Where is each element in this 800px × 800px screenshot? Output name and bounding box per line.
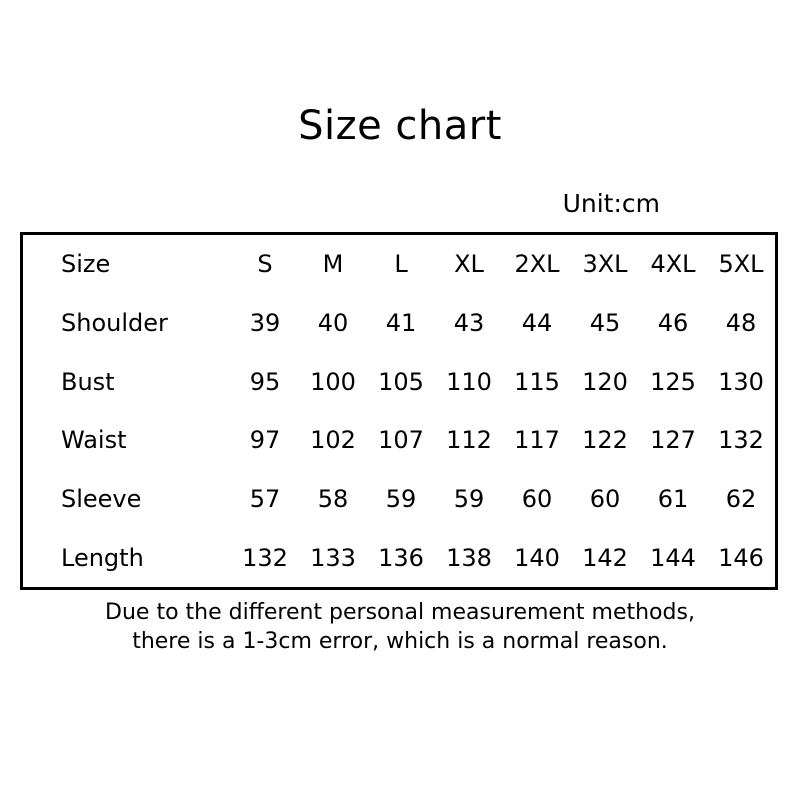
cell-bust-l: 105 xyxy=(378,367,424,396)
cell-waist-3xl: 122 xyxy=(582,426,628,455)
size-chart-table xyxy=(23,235,775,587)
cell-shoulder-5xl: 48 xyxy=(725,308,757,337)
cell-waist-s: 97 xyxy=(249,426,281,455)
cell-waist-2xl: 117 xyxy=(514,426,560,455)
cell-waist-5xl: 132 xyxy=(718,426,764,455)
cell-length-5xl: 146 xyxy=(718,543,764,572)
measurement-disclaimer xyxy=(0,598,800,656)
row-label-sleeve: Sleeve xyxy=(61,484,142,513)
cell-bust-2xl: 115 xyxy=(514,367,560,396)
cell-size-3xl: 3XL xyxy=(582,250,628,279)
cell-waist-m: 102 xyxy=(310,426,356,455)
cell-bust-m: 100 xyxy=(310,367,356,396)
row-label-bust: Bust xyxy=(61,367,115,396)
cell-shoulder-s: 39 xyxy=(249,308,281,337)
page-title: Size chart xyxy=(298,103,502,149)
table-row xyxy=(23,470,775,529)
cell-sleeve-l: 59 xyxy=(385,484,417,513)
cell-size-s: S xyxy=(257,250,273,279)
cell-size-2xl: 2XL xyxy=(514,250,560,279)
disclaimer-line-1: Due to the different personal measurement methods, xyxy=(105,600,695,625)
cell-sleeve-5xl: 62 xyxy=(725,484,757,513)
cell-length-l: 136 xyxy=(378,543,424,572)
cell-length-4xl: 144 xyxy=(650,543,696,572)
cell-waist-l: 107 xyxy=(378,426,424,455)
table-row xyxy=(23,352,775,411)
cell-shoulder-m: 40 xyxy=(317,308,349,337)
cell-bust-xl: 110 xyxy=(446,367,492,396)
cell-shoulder-xl: 43 xyxy=(453,308,485,337)
cell-bust-3xl: 120 xyxy=(582,367,628,396)
cell-sleeve-3xl: 60 xyxy=(589,484,621,513)
cell-length-xl: 138 xyxy=(446,543,492,572)
table-row xyxy=(23,294,775,353)
table-row xyxy=(23,411,775,470)
table-row xyxy=(23,528,775,587)
cell-size-l: L xyxy=(394,250,408,279)
cell-size-4xl: 4XL xyxy=(650,250,696,279)
cell-waist-xl: 112 xyxy=(446,426,492,455)
cell-shoulder-l: 41 xyxy=(385,308,417,337)
row-label-size: Size xyxy=(61,250,111,279)
cell-sleeve-xl: 59 xyxy=(453,484,485,513)
row-label-shoulder: Shoulder xyxy=(61,308,168,337)
row-label-length: Length xyxy=(61,543,144,572)
table-row xyxy=(23,235,775,294)
cell-length-3xl: 142 xyxy=(582,543,628,572)
cell-shoulder-2xl: 44 xyxy=(521,308,553,337)
cell-bust-5xl: 130 xyxy=(718,367,764,396)
cell-bust-s: 95 xyxy=(249,367,281,396)
unit-label: Unit:cm xyxy=(562,189,660,218)
cell-shoulder-4xl: 46 xyxy=(657,308,689,337)
cell-size-m: M xyxy=(322,250,344,279)
disclaimer-line-2: there is a 1-3cm error, which is a normal reason. xyxy=(132,629,668,655)
cell-length-s: 132 xyxy=(242,543,288,572)
cell-length-m: 133 xyxy=(310,543,356,572)
cell-length-2xl: 140 xyxy=(514,543,560,572)
cell-sleeve-s: 57 xyxy=(249,484,281,513)
cell-sleeve-2xl: 60 xyxy=(521,484,553,513)
cell-shoulder-3xl: 45 xyxy=(589,308,621,337)
cell-sleeve-4xl: 61 xyxy=(657,484,689,513)
cell-size-xl: XL xyxy=(454,250,484,279)
cell-bust-4xl: 125 xyxy=(650,367,696,396)
row-label-waist: Waist xyxy=(61,426,127,455)
cell-size-5xl: 5XL xyxy=(718,250,764,279)
cell-waist-4xl: 127 xyxy=(650,426,696,455)
size-chart-table-container xyxy=(20,232,778,590)
cell-sleeve-m: 58 xyxy=(317,484,349,513)
